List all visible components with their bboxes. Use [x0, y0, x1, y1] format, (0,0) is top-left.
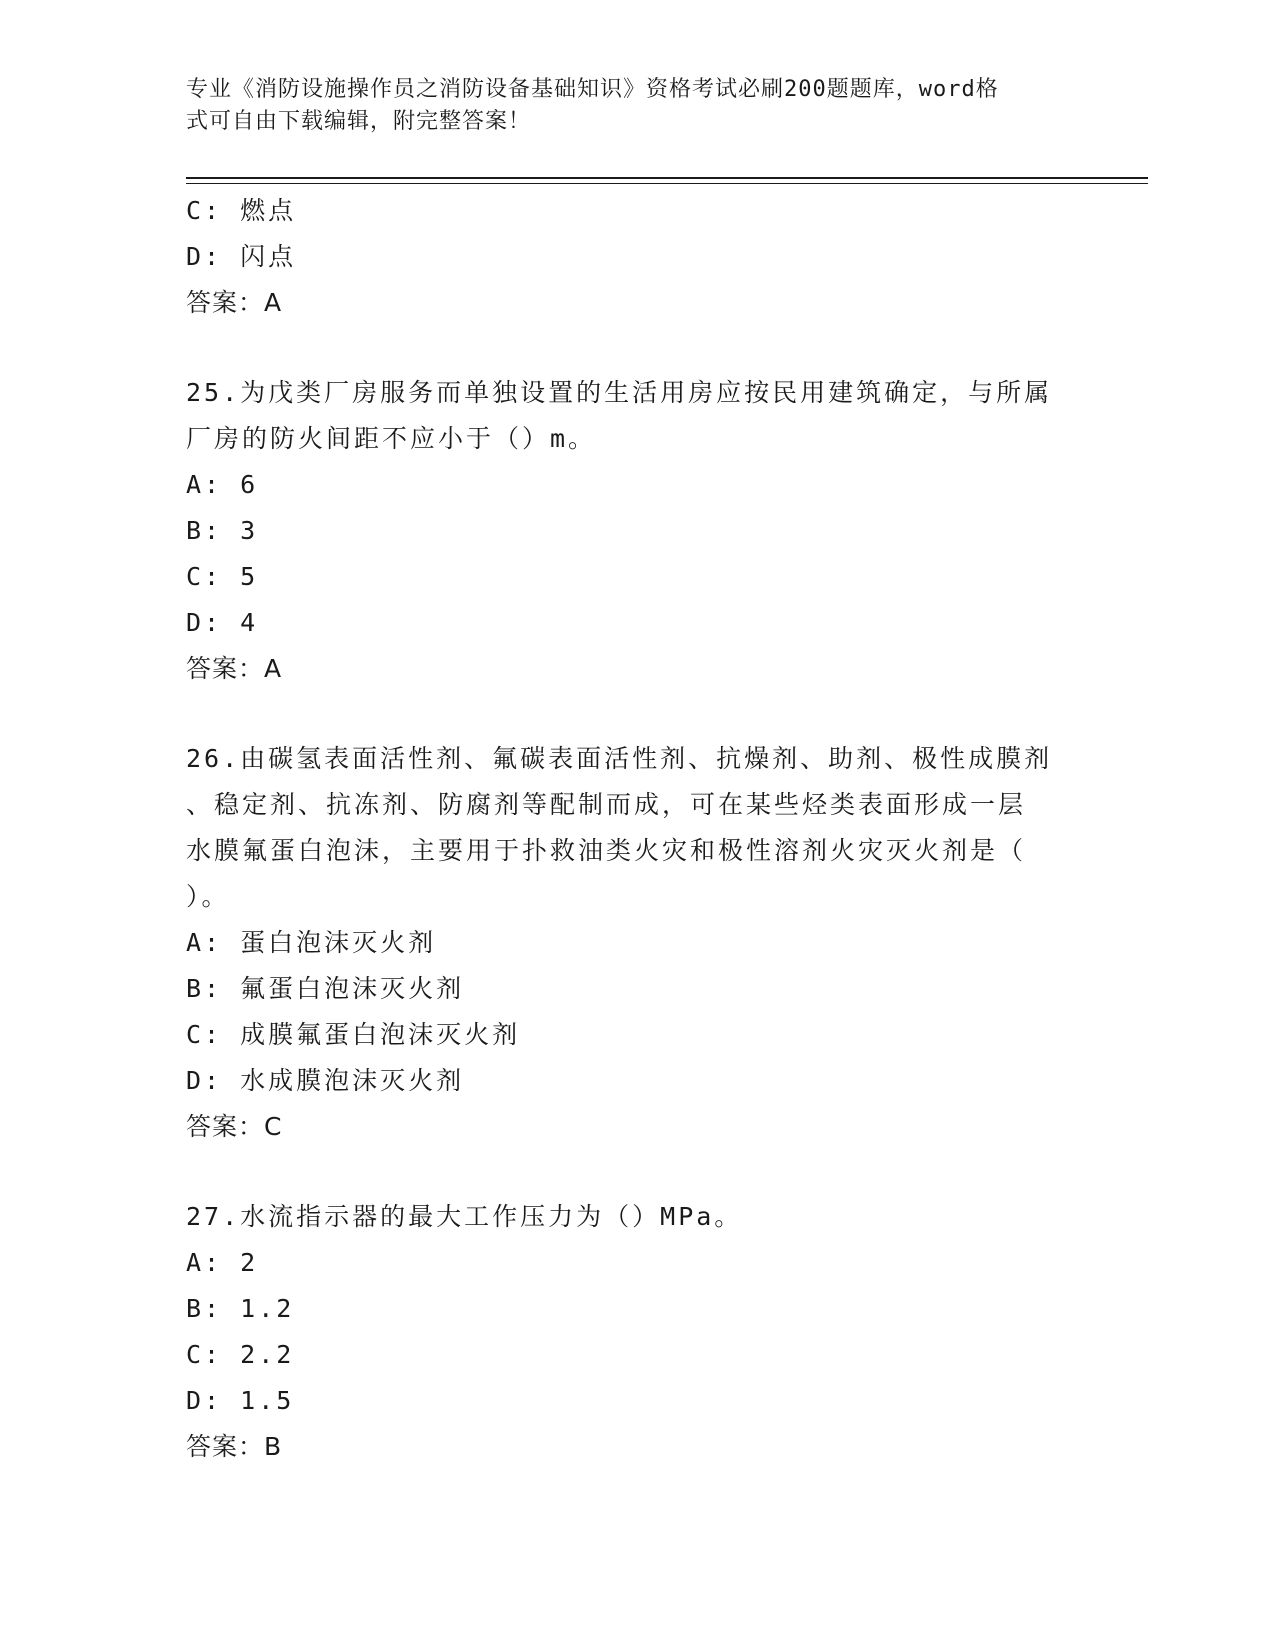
option-d: D: 水成膜泡沫灭火剂 [186, 1066, 465, 1095]
previous-question-tail [186, 188, 1086, 326]
answer-line: 答案：C [186, 1112, 283, 1141]
option-a: A: 蛋白泡沫灭火剂 [186, 928, 437, 957]
question-25 [186, 370, 1086, 692]
option-c: C: 5 [186, 562, 259, 591]
option-d: D: 4 [186, 608, 259, 637]
question-stem-line: ）。 [186, 882, 230, 911]
option-b: B: 氟蛋白泡沫灭火剂 [186, 974, 465, 1003]
document-body [186, 188, 1086, 1470]
question-stem-line: 25.为戊类厂房服务而单独设置的生活用房应按民用建筑确定，与所属 [186, 378, 1053, 407]
header-divider-thin [186, 183, 1148, 184]
option-a: A: 2 [186, 1248, 259, 1277]
answer-line: 答案：A [186, 288, 283, 317]
document-header [186, 74, 1066, 138]
question-stem-line: 厂房的防火间距不应小于（）m。 [186, 424, 597, 453]
option-c: C: 2.2 [186, 1340, 295, 1369]
answer-line: 答案：A [186, 654, 283, 683]
answer-line: 答案：B [186, 1432, 283, 1461]
option-c: C: 燃点 [186, 196, 297, 225]
option-c: C: 成膜氟蛋白泡沫灭火剂 [186, 1020, 521, 1049]
question-stem-line: 、稳定剂、抗冻剂、防腐剂等配制而成，可在某些烃类表面形成一层 [186, 790, 1027, 819]
question-27 [186, 1194, 1086, 1470]
question-stem-line: 26.由碳氢表面活性剂、氟碳表面活性剂、抗燥剂、助剂、极性成膜剂 [186, 744, 1053, 773]
question-stem-line: 水膜氟蛋白泡沫，主要用于扑救油类火灾和极性溶剂火灾灭火剂是（ [186, 836, 1027, 865]
header-line-2: 式可自由下载编辑，附完整答案！ [186, 109, 532, 134]
question-stem-line: 27.水流指示器的最大工作压力为（）MPa。 [186, 1202, 743, 1231]
header-line-1: 专业《消防设施操作员之消防设备基础知识》资格考试必刷200题题库，word格 [186, 77, 999, 102]
option-a: A: 6 [186, 470, 259, 499]
option-b: B: 1.2 [186, 1294, 295, 1323]
question-26 [186, 736, 1086, 1150]
option-d: D: 1.5 [186, 1386, 295, 1415]
option-d: D: 闪点 [186, 242, 297, 271]
option-b: B: 3 [186, 516, 259, 545]
header-divider-thick [186, 177, 1148, 179]
